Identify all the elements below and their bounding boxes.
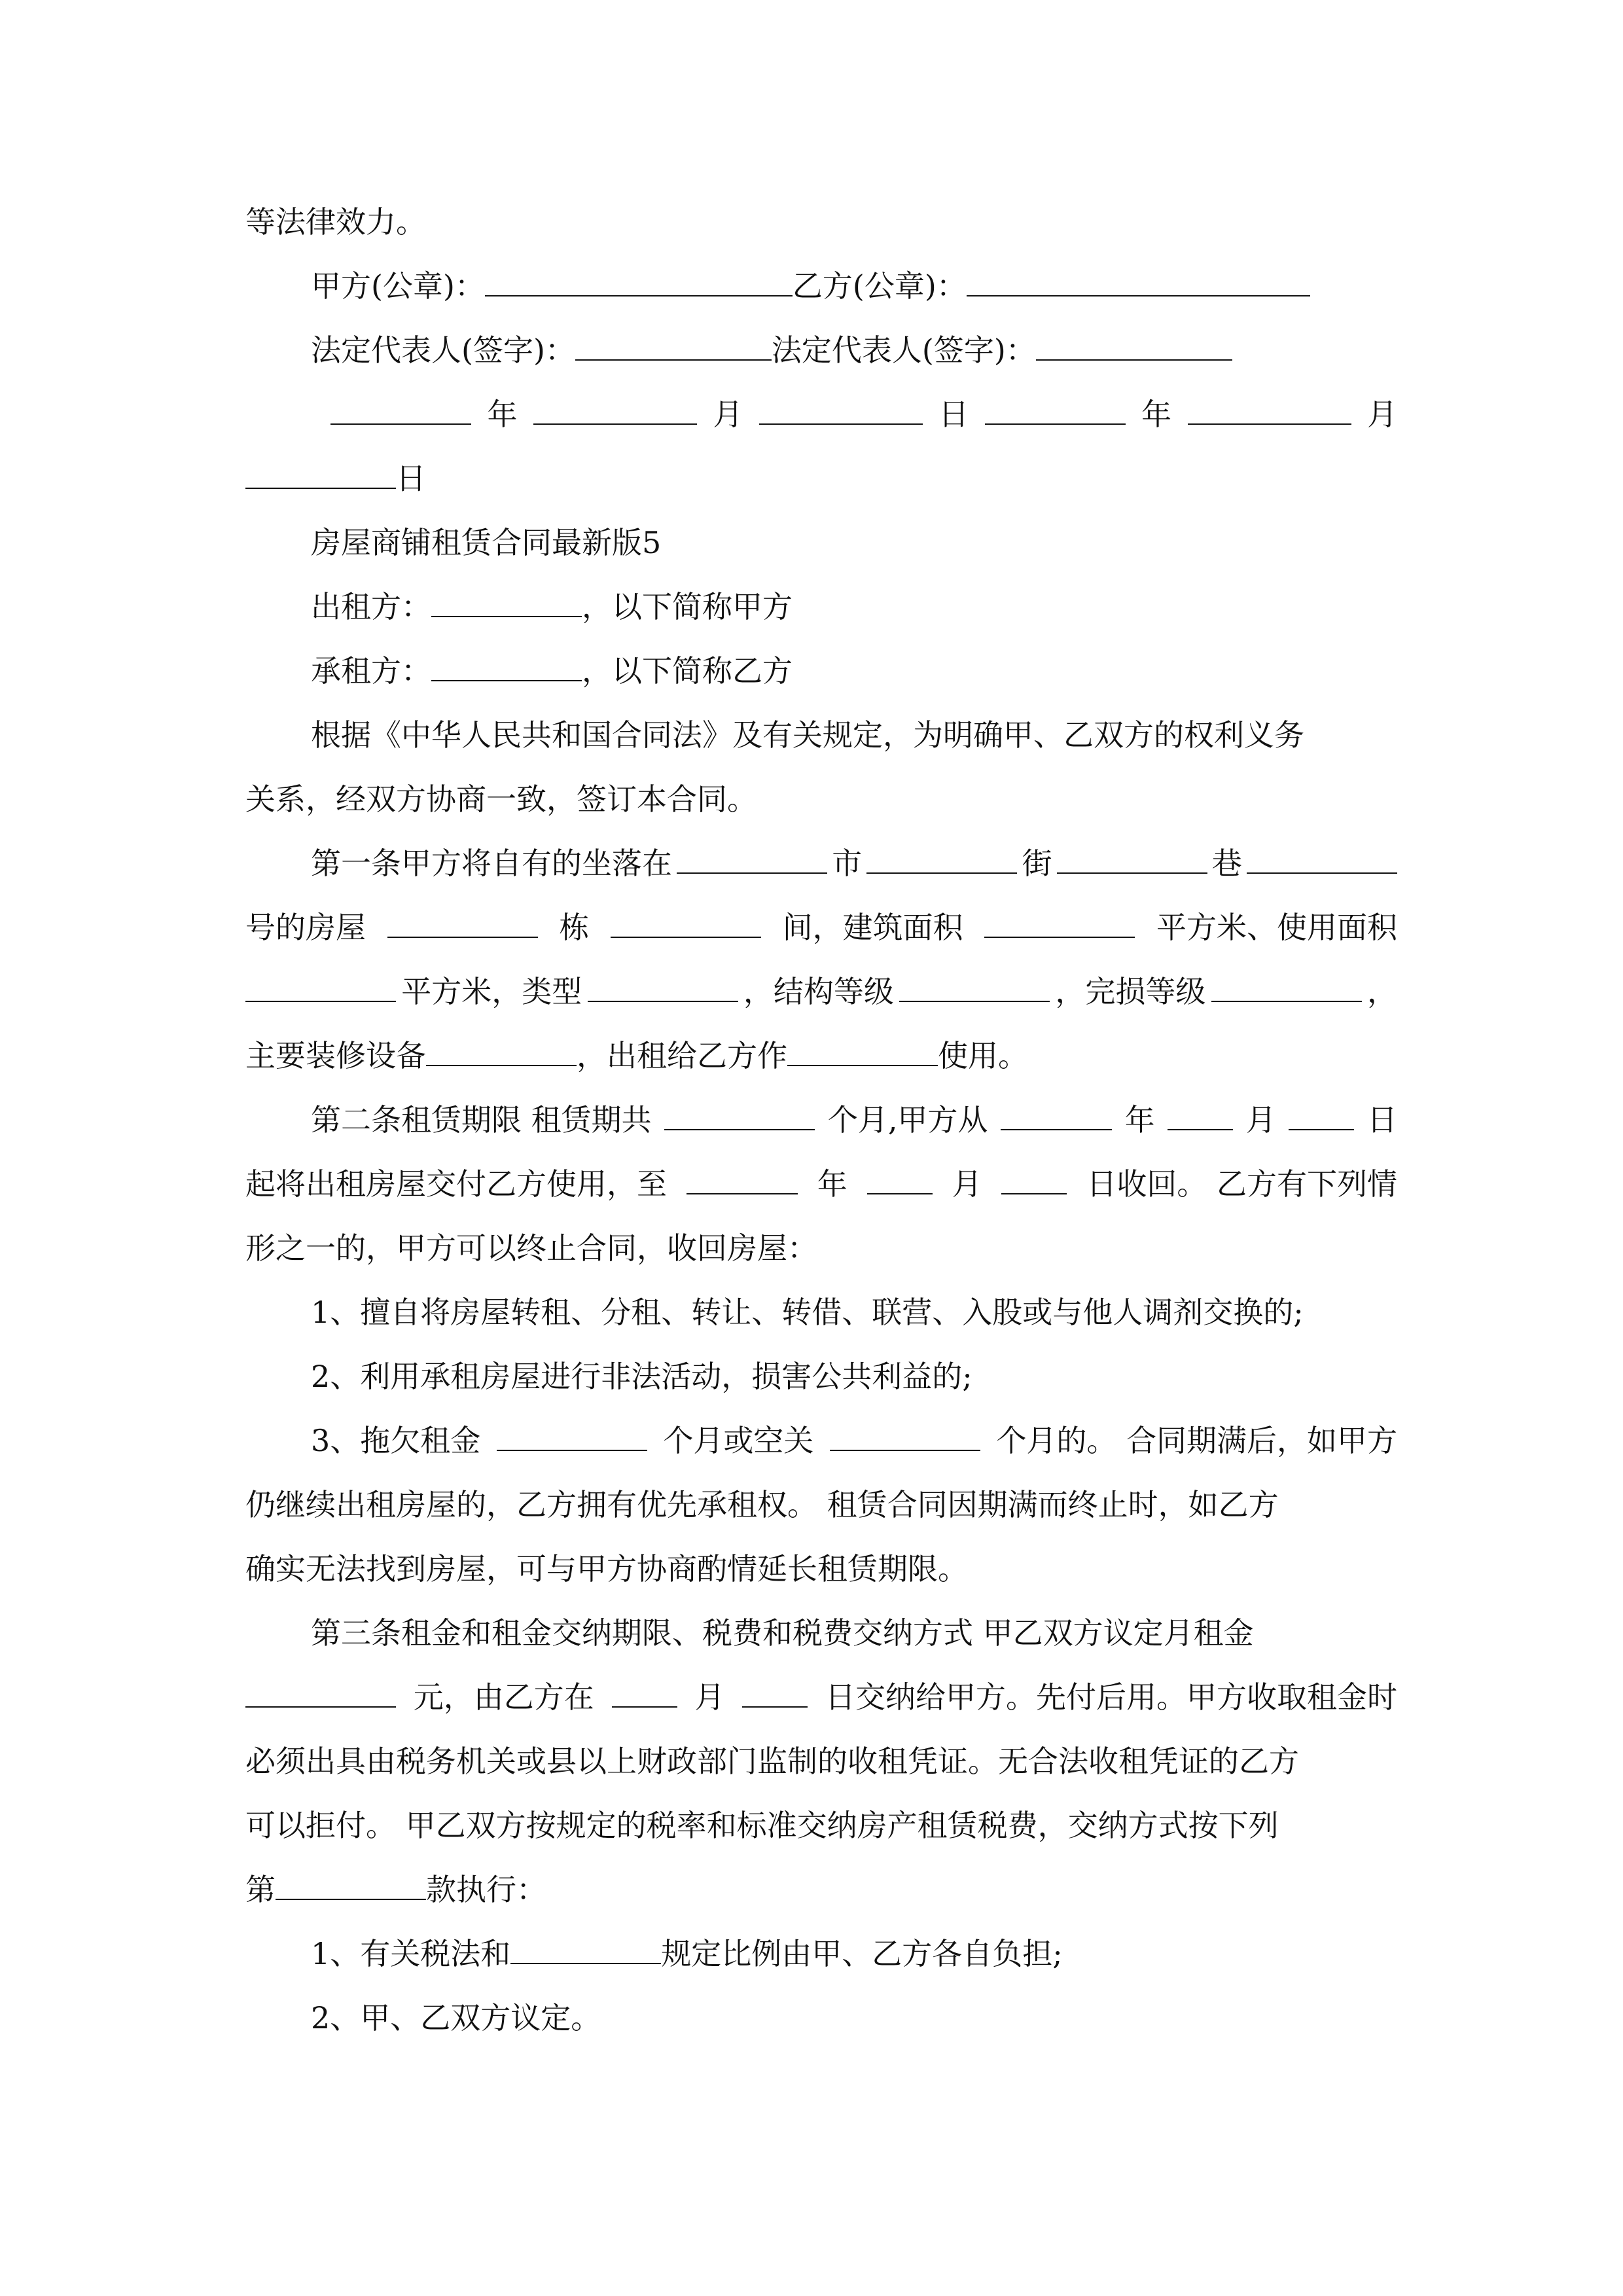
blank[interactable]: [867, 1167, 933, 1194]
text-span: 根据《中华人民共和国合同法》及有关规定，为明确甲、乙双方的权利义务: [311, 717, 1304, 753]
text-span: 仍继续出租房屋的，乙方拥有优先承租权。 租赁合同因期满而终止时，如乙方: [245, 1487, 1279, 1522]
blank[interactable]: [985, 397, 1126, 425]
year-label: 年: [817, 1166, 847, 1202]
text-span: 平方米、使用面积: [1156, 910, 1397, 945]
text-span: 间，建筑面积: [782, 910, 963, 945]
year-label: 年: [1141, 397, 1172, 432]
text-line: [245, 1793, 1397, 1857]
representative-line: [245, 318, 1397, 382]
text-span: 第一条甲方将自有的坐落在: [311, 846, 672, 881]
lessee-label: 承租方：: [311, 653, 431, 689]
text-span: 栋: [559, 910, 590, 945]
text-line: [245, 767, 1397, 831]
text-line: [245, 1601, 1397, 1665]
blank[interactable]: [664, 1103, 815, 1130]
blank[interactable]: [588, 975, 738, 1002]
text-span: 个月的。 合同期满后，如甲方: [996, 1423, 1397, 1458]
article-2-line: [245, 1088, 1397, 1152]
blank[interactable]: [533, 397, 697, 425]
text-span: ，结构等级: [743, 974, 894, 1009]
blank[interactable]: [677, 846, 827, 874]
blank[interactable]: [742, 1680, 808, 1708]
text-span: 元，由乙方在: [413, 1679, 594, 1715]
blank[interactable]: [1001, 1103, 1112, 1130]
seal-line: [245, 254, 1397, 318]
party-a-seal-label: 甲方(公章)：: [311, 268, 485, 304]
text-span: 3、拖欠租金: [311, 1423, 481, 1458]
text-line: [245, 1280, 1397, 1344]
text-line: [245, 190, 1397, 254]
text-line: [245, 703, 1397, 767]
text-span: 巷: [1211, 846, 1242, 881]
blank[interactable]: [1057, 846, 1207, 874]
lessor-label: 出租方：: [311, 589, 431, 624]
blank[interactable]: [426, 1039, 577, 1066]
blank[interactable]: [611, 910, 761, 938]
text-span: 必须出具由税务机关或县以上财政部门监制的收租凭证。无合法收租凭证的乙方: [245, 1744, 1299, 1779]
text-span: 个月,甲方从: [827, 1102, 988, 1138]
month-label: 月: [1366, 397, 1397, 432]
lessee-line: [245, 639, 1397, 703]
blank[interactable]: [687, 1167, 798, 1194]
article-2-line: [245, 1152, 1397, 1216]
month-label: 月: [1245, 1102, 1276, 1138]
text-span: ，: [1366, 974, 1397, 1009]
text-line: [245, 1344, 1397, 1408]
blank[interactable]: [431, 654, 582, 681]
blank[interactable]: [759, 397, 923, 425]
text-span: 2、甲、乙双方议定。: [311, 2000, 601, 2036]
text-span: 形之一的，甲方可以终止合同，收回房屋：: [245, 1230, 817, 1266]
text-span: 确实无法找到房屋，可与甲方协商酌情延长租赁期限。: [245, 1551, 968, 1587]
text-span: 日交纳给甲方。先付后用。甲方收取租金时: [825, 1679, 1397, 1715]
blank[interactable]: [245, 461, 396, 489]
day-label: 日: [1367, 1102, 1397, 1138]
text-span: 2、利用承租房屋进行非法活动，损害公共利益的;: [311, 1359, 972, 1394]
text-span: 街: [1022, 846, 1052, 881]
blank[interactable]: [787, 1039, 938, 1066]
blank[interactable]: [984, 910, 1135, 938]
article-1-line: [245, 831, 1397, 895]
text-span: 1、有关税法和: [311, 1936, 511, 1971]
article-2-line: [245, 1408, 1397, 1473]
text-span: 等法律效力。: [245, 204, 426, 240]
blank[interactable]: [612, 1680, 677, 1708]
text-line: [245, 1537, 1397, 1601]
blank[interactable]: [330, 397, 471, 425]
lessee-suffix: ，以下简称乙方: [582, 653, 793, 689]
blank[interactable]: [1211, 975, 1362, 1002]
text-span: 个月或空关: [663, 1423, 814, 1458]
text-line: [245, 1986, 1397, 2050]
blank[interactable]: [431, 590, 582, 617]
date-line: [245, 382, 1397, 446]
blank[interactable]: [245, 975, 396, 1002]
blank[interactable]: [1247, 846, 1397, 874]
blank[interactable]: [1188, 397, 1351, 425]
blank[interactable]: [967, 269, 1310, 296]
month-label: 月: [713, 397, 743, 432]
text-span: 第: [245, 1872, 276, 1907]
article-1-line: [245, 1024, 1397, 1088]
month-label: 月: [694, 1679, 725, 1715]
year-label: 年: [487, 397, 518, 432]
text-span: 可以拒付。 甲乙双方按规定的税率和标准交纳房产租赁税费，交纳方式按下列: [245, 1808, 1279, 1843]
month-label: 月: [952, 1166, 982, 1202]
date-line-cont: [245, 446, 1397, 511]
blank[interactable]: [830, 1424, 980, 1451]
text-span: ，出租给乙方作: [577, 1038, 787, 1073]
article-3-line: [245, 1857, 1397, 1922]
blank[interactable]: [1289, 1103, 1354, 1130]
lessor-suffix: ，以下简称甲方: [582, 589, 793, 624]
blank[interactable]: [276, 1873, 426, 1900]
blank[interactable]: [1001, 1167, 1067, 1194]
article-1-line: [245, 960, 1397, 1024]
text-span: 规定比例由甲、乙方各自负担;: [661, 1936, 1063, 1971]
text-line: [245, 1729, 1397, 1793]
lessor-line: [245, 575, 1397, 639]
day-label: 日: [938, 397, 969, 432]
article-3-line: [245, 1922, 1397, 1986]
text-span: 第二条租赁期限 租赁期共: [311, 1102, 652, 1138]
text-span: ，完损等级: [1055, 974, 1206, 1009]
party-b-rep-label: 法定代表人(签字)：: [771, 332, 1036, 368]
text-span: 款执行：: [426, 1872, 546, 1907]
contract-heading: [245, 511, 1397, 575]
day-label: 日: [396, 461, 426, 496]
blank[interactable]: [899, 975, 1050, 1002]
text-span: 第三条租金和租金交纳期限、税费和税费交纳方式 甲乙双方议定月租金: [311, 1615, 1254, 1651]
document-page: [245, 190, 1397, 2050]
text-span: 使用。: [938, 1038, 1028, 1073]
year-label: 年: [1124, 1102, 1155, 1138]
blank[interactable]: [575, 333, 772, 361]
text-span: 1、擅自将房屋转租、分租、转让、转借、联营、入股或与他人调剂交换的;: [311, 1295, 1304, 1330]
text-span: 关系，经双方协商一致，签订本合同。: [245, 781, 757, 817]
party-a-rep-label: 法定代表人(签字)：: [311, 332, 575, 368]
text-span: 起将出租房屋交付乙方使用，至: [245, 1166, 667, 1202]
blank[interactable]: [510, 1937, 661, 1964]
heading-text: 房屋商铺租赁合同最新版5: [311, 525, 662, 560]
party-b-seal-label: 乙方(公章)：: [792, 268, 967, 304]
article-1-line: [245, 895, 1397, 960]
blank[interactable]: [1036, 333, 1232, 361]
text-line: [245, 1473, 1397, 1537]
text-span: 号的房屋: [245, 910, 366, 945]
text-span: 主要装修设备: [245, 1038, 426, 1073]
article-3-line: [245, 1665, 1397, 1729]
text-span: 平方米，类型: [401, 974, 582, 1009]
text-span: 日收回。 乙方有下列情: [1086, 1166, 1397, 1202]
blank[interactable]: [387, 910, 538, 938]
blank[interactable]: [245, 1680, 396, 1708]
blank[interactable]: [485, 269, 793, 296]
blank[interactable]: [866, 846, 1017, 874]
text-span: 市: [832, 846, 863, 881]
blank[interactable]: [497, 1424, 647, 1451]
text-line: [245, 1216, 1397, 1280]
blank[interactable]: [1168, 1103, 1233, 1130]
